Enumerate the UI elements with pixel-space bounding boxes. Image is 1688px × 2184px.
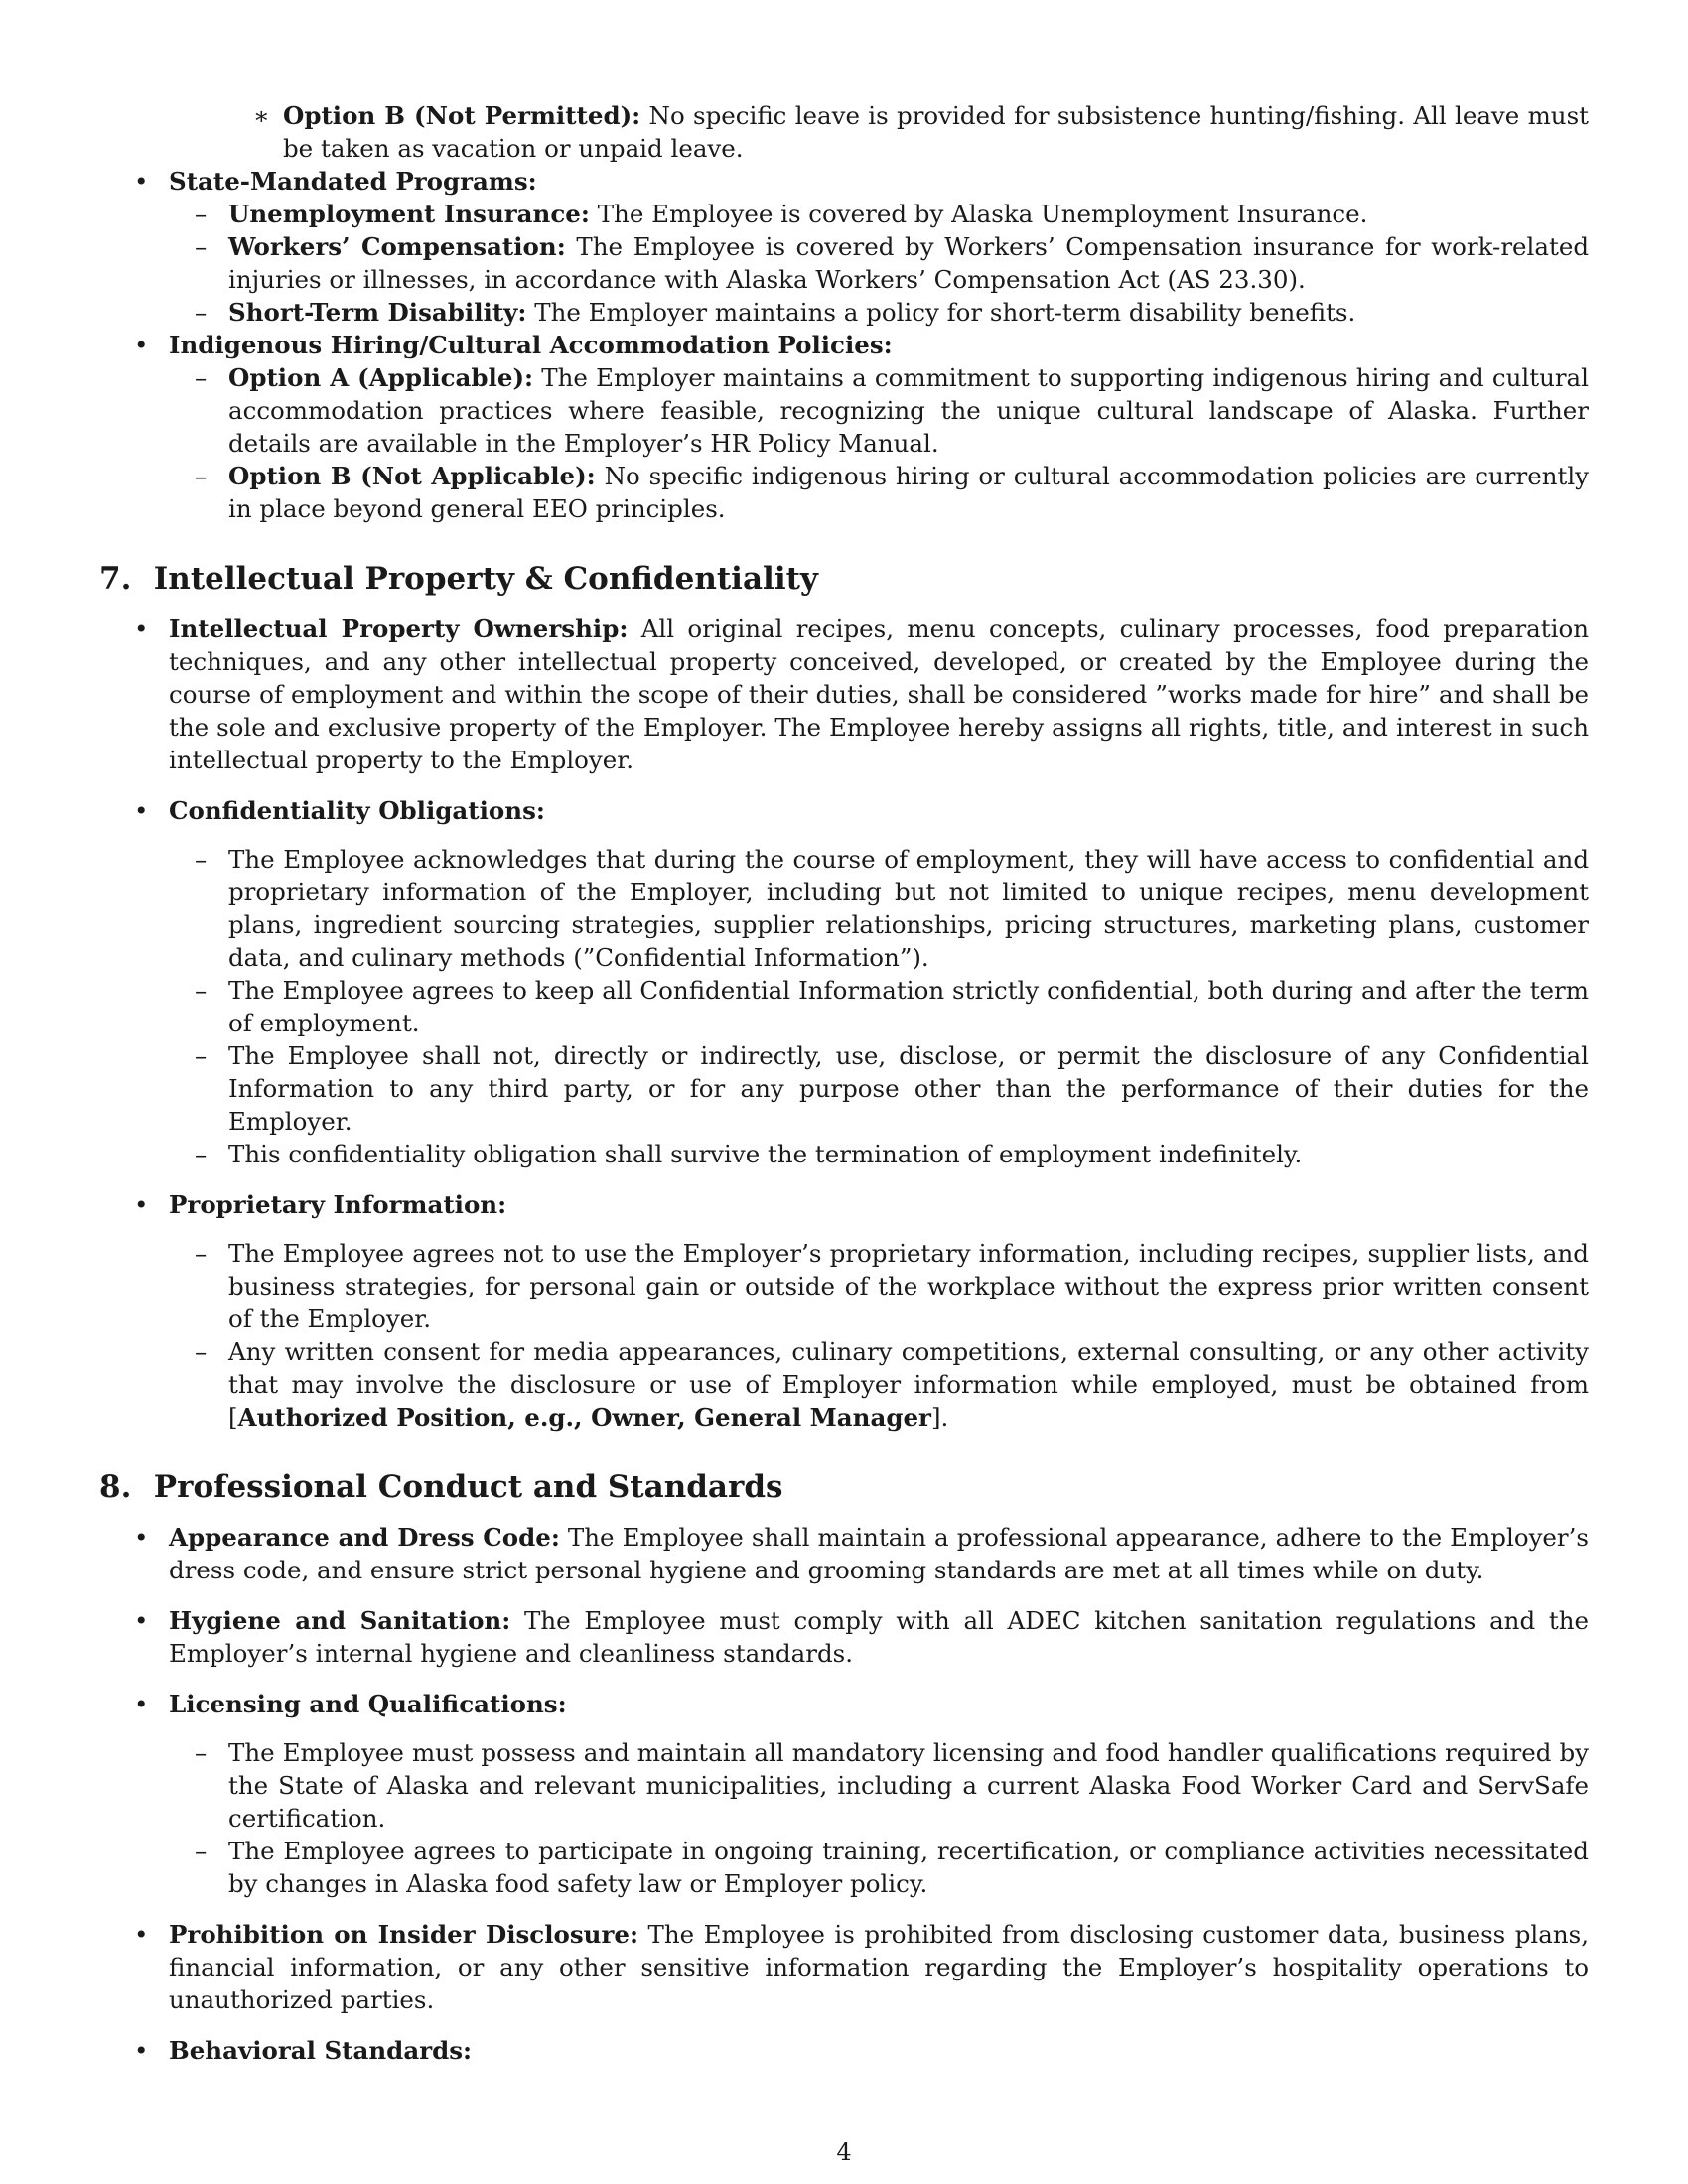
option-b-text: No specific leave is provided for subsistence hunting/fishing. All leave must be taken as vacation or unpaid leave.	[283, 101, 1590, 163]
list-item-hygiene	[99, 1604, 1589, 1670]
insider-label: Prohibition on Insider Disclosure:	[169, 1920, 639, 1949]
section-8-heading	[99, 1467, 1589, 1507]
item-text-end: ].	[930, 1403, 949, 1432]
list-item	[99, 99, 1589, 165]
item-text: The Employer maintains a policy for short-term disability benefits.	[526, 298, 1356, 327]
section-number: 8.	[99, 1469, 132, 1505]
list-item: – The Employee agrees to keep all Confidential Information strictly confidential, both during and after the term of employment.	[169, 974, 1589, 1039]
proprietary-label: Proprietary Information:	[169, 1190, 507, 1219]
list-item-confidentiality	[99, 794, 1589, 1170]
list-item: – This confidentiality obligation shall survive the termination of employment indefinitely.	[169, 1138, 1589, 1170]
list-item-behavioral	[99, 2034, 1589, 2067]
list-item-state-programs	[99, 165, 1589, 329]
list-item	[169, 361, 1589, 460]
appearance-text: The Employee shall maintain a professional appearance, adhere to the Employer’s dress code, and ensure strict personal hygiene and grooming standards are met at all times while on duty.	[169, 1523, 1589, 1584]
item-label: Short-Term Disability:	[228, 298, 527, 327]
list-item	[169, 460, 1589, 525]
state-programs-label: State-Mandated Programs:	[169, 167, 537, 196]
subsistence-leave-options	[99, 99, 1589, 165]
item-label: Workers’ Compensation:	[228, 232, 566, 261]
benefits-list	[99, 165, 1589, 525]
confidentiality-sublist	[169, 843, 1589, 1170]
indigenous-label: Indigenous Hiring/Cultural Accommodation Policies:	[169, 331, 893, 359]
list-item-indigenous	[99, 329, 1589, 525]
proprietary-sublist	[169, 1237, 1589, 1433]
list-item: – The Employee shall not, directly or indirectly, use, disclose, or permit the disclosure of any Confidential Information to any third party, or for any purpose other than the performance of their duties for the Employer.	[169, 1039, 1589, 1138]
list-item-appearance	[99, 1521, 1589, 1586]
confidentiality-label: Confidentiality Obligations:	[169, 796, 545, 825]
list-item: – The Employee agrees not to use the Employer’s proprietary information, including recipes, supplier lists, and business strategies, for personal gain or outside of the workplace without the express prior written consent of the Employer.	[169, 1237, 1589, 1335]
option-b-label: Option B (Not Permitted):	[283, 101, 641, 130]
list-item: – The Employee agrees to participate in ongoing training, recertification, or compliance activities necessitated by changes in Alaska food safety law or Employer policy.	[169, 1835, 1589, 1900]
item-text: No specific indigenous hiring or cultural accommodation policies are currently in place beyond general EEO principles.	[228, 462, 1590, 523]
hygiene-text: The Employee must comply with all ADEC kitchen sanitation regulations and the Employer’s internal hygiene and cleanliness standards.	[169, 1606, 1590, 1668]
list-item	[169, 296, 1589, 329]
item-text: The Employee is covered by Workers’ Compensation insurance for work-related injuries or illnesses, in accordance with Alaska Workers’ Compensation Act (AS 23.30).	[228, 232, 1590, 294]
item-text: The Employee is covered by Alaska Unemployment Insurance.	[589, 200, 1368, 228]
section-8-list	[99, 1521, 1589, 2067]
page-content	[99, 99, 1589, 2067]
section-number: 7.	[99, 561, 132, 597]
insider-text: The Employee is prohibited from disclosing customer data, business plans, financial information, or any other sensitive information regarding the Employer’s hospitality operations to unauthorized parties.	[169, 1920, 1589, 2014]
section-title: Intellectual Property & Confidentiality	[153, 561, 818, 597]
list-item-proprietary	[99, 1188, 1589, 1433]
appearance-label: Appearance and Dress Code:	[169, 1523, 560, 1552]
list-item	[169, 1335, 1589, 1433]
licensing-label: Licensing and Qualifications:	[169, 1690, 567, 1718]
list-item: – The Employee must possess and maintain all mandatory licensing and food handler qualifications required by the State of Alaska and relevant municipalities, including a current Alaska Food Worker Card and ServSafe certification.	[169, 1736, 1589, 1835]
list-item-ip-ownership	[99, 613, 1589, 776]
state-programs-sublist	[169, 198, 1589, 329]
item-label: Option A (Applicable):	[228, 363, 534, 392]
item-text: Any written consent for media appearances, culinary competitions, external consulting, or any other activity that may involve the disclosure or use of Employer information while employed, must be obtained from [	[228, 1337, 1589, 1432]
ip-text: All original recipes, menu concepts, culinary processes, food preparation techniques, and any other intellectual property conceived, developed, or created by the Employee during the course of employment and within the scope of their duties, shall be considered ”works made for hire” and shall be the sole and exclusive property of the Employer. The Employee hereby assigns all rights, title, and interest in such intellectual property to the Employer.	[169, 614, 1589, 774]
list-item-insider	[99, 1918, 1589, 2016]
section-7-heading	[99, 559, 1589, 599]
page-number: 4	[836, 2138, 852, 2166]
section-title: Professional Conduct and Standards	[153, 1469, 783, 1505]
item-label: Unemployment Insurance:	[228, 200, 590, 228]
indigenous-sublist	[169, 361, 1589, 525]
item-text: The Employer maintains a commitment to supporting indigenous hiring and cultural accommodation practices where feasible, recognizing the unique cultural landscape of Alaska. Further details are available in the Employer’s HR Policy Manual.	[228, 363, 1590, 458]
section-7-list	[99, 613, 1589, 1433]
list-item	[169, 198, 1589, 230]
list-item	[169, 230, 1589, 296]
behavioral-label: Behavioral Standards:	[169, 2036, 473, 2065]
licensing-sublist	[169, 1736, 1589, 1900]
hygiene-label: Hygiene and Sanitation:	[169, 1606, 511, 1635]
list-item-licensing	[99, 1688, 1589, 1900]
item-label: Option B (Not Applicable):	[228, 462, 596, 490]
authorized-position-placeholder: Authorized Position, e.g., Owner, General Manager	[237, 1403, 931, 1432]
ip-label: Intellectual Property Ownership:	[169, 614, 629, 643]
list-item: – The Employee acknowledges that during the course of employment, they will have access to confidential and proprietary information of the Employer, including but not limited to unique recipes, menu development plans, ingredient sourcing strategies, supplier relationships, pricing structures, marketing plans, customer data, and culinary methods (”Confidential Information”).	[169, 843, 1589, 974]
